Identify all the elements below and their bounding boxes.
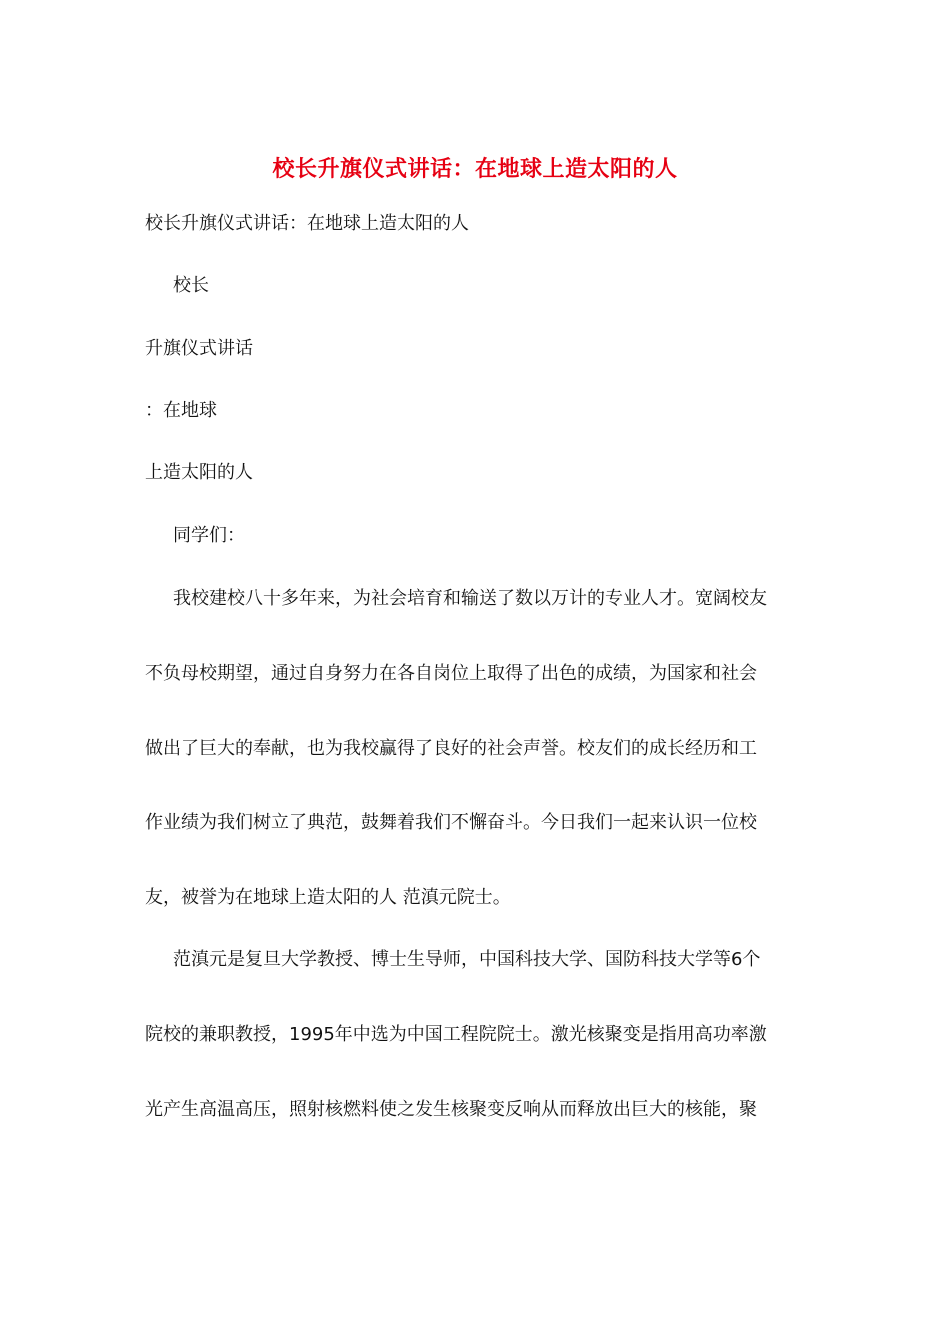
text-line: 上造太阳的人: [145, 462, 253, 483]
text-line: 校长: [173, 275, 209, 296]
paragraph-line: 范滇元是复旦大学教授、博士生导师，中国科技大学、国防科技大学等6个: [173, 949, 761, 970]
text-line: ：在地球: [145, 400, 217, 421]
paragraph-line: 光产生高温高压，照射核燃料使之发生核聚变反响从而释放出巨大的核能，聚: [145, 1099, 757, 1120]
paragraph-line: 作业绩为我们树立了典范，鼓舞着我们不懈奋斗。今日我们一起来认识一位校: [145, 812, 757, 833]
text-line: 升旗仪式讲话: [145, 338, 253, 359]
subtitle-line: 校长升旗仪式讲话：在地球上造太阳的人: [145, 213, 469, 234]
paragraph-line: 不负母校期望，通过自身努力在各自岗位上取得了出色的成绩，为国家和社会: [145, 663, 757, 684]
paragraph-line: 做出了巨大的奉献，也为我校赢得了良好的社会声誉。校友们的成长经历和工: [145, 738, 757, 759]
paragraph-line: 友，被誉为在地球上造太阳的人 范滇元院士。: [145, 887, 511, 908]
paragraph-line: 院校的兼职教授，1995年中选为中国工程院院士。激光核聚变是指用高功率激: [145, 1024, 767, 1045]
document-title: 校长升旗仪式讲话：在地球上造太阳的人: [272, 156, 678, 182]
paragraph-line: 我校建校八十多年来，为社会培育和输送了数以万计的专业人才。宽阔校友: [173, 588, 767, 609]
greeting-line: 同学们：: [173, 525, 245, 546]
